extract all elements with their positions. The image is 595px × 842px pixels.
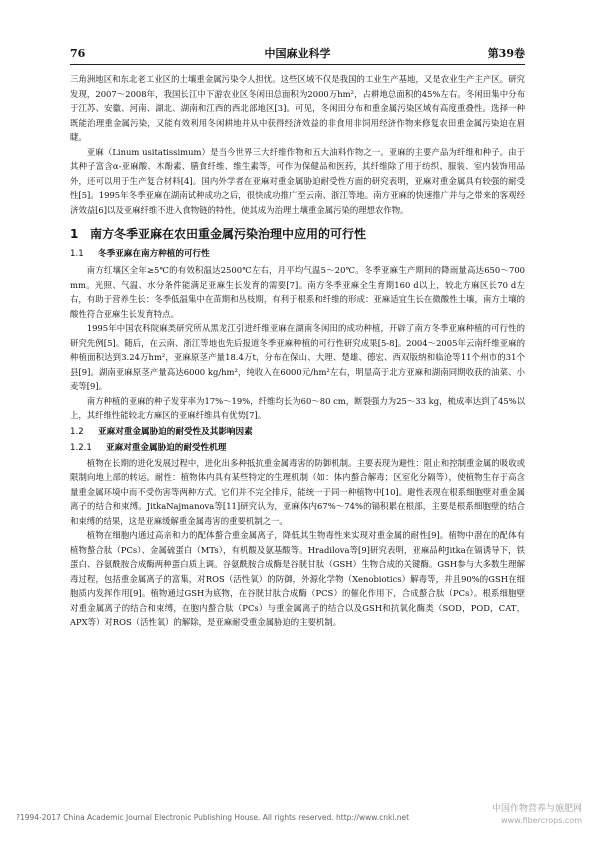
page-number: 76: [70, 47, 86, 60]
paragraph-chelation: 植物在细胞内通过高亲和力的配体螯合重金属离子，降低其生物毒性来实现对重金属的耐性[9]。植物中潜在的配体有植物螯合肽（PCs）、金属硫蛋白（MTs），有机酸及氨基酸等。Hradilova等[9]研究表明，亚麻品种Jitka在镉诱导下，铁蛋白、谷氨酰胺合成酶两种蛋白质上调。谷氨酰胺合成酶是谷胱甘肽（GSH）生物合成的关键酶。GSH参与大多数生理解毒过程，包括重金属离子的富集，对ROS（活性氧）的防御，外源化学物（Xenobiotics）解毒等，并且90%的GSH在细胞质内发挥作用[9]。植物通过GSH为底物，在谷胱甘肽合成酶（PCS）的催化作用下，合成螯合肽（PCs）。根系细胞壁对重金属离子的结合和束缚，在胞内螯合肽（PCs）与重金属离子的结合以及GSH和抗氧化酶类（SOD，POD，CAT，APX等）对ROS（活性氧）的解除，是亚麻耐受重金属胁迫的主要机制。: [70, 530, 525, 627]
section-number: 1.2.1: [70, 442, 92, 453]
journal-title: 中国麻业科学: [264, 47, 331, 60]
paragraph-climate: 南方红壤区全年≥5℃的有效积温达2500℃左右，月平均气温5～20℃。冬季亚麻生产期间的降雨量高达650～700 mm。光照、气温、水分条件能满足亚麻生长发育的需要[7]。南方冬季亚麻全生育期160 d以上，较北方麻区长70 d左右，有助于营养生长：冬季低温集中在苗期和丛枝期，有利于根系和纤维的形成：亚麻适宜生长在微酸性土壤，南方土壤的酸性符合亚麻生长发育特点。: [70, 265, 525, 319]
section-title: 南方冬季亚麻在农田重金属污染治理中应用的可行性: [90, 227, 367, 241]
section-heading-1-2: [70, 425, 525, 440]
section-title: 亚麻对重金属胁迫的耐受性机理: [106, 442, 227, 453]
section-number: 1: [70, 227, 79, 241]
section-number: 1.2: [70, 426, 84, 437]
section-heading-1: [70, 223, 525, 245]
volume-label: 第39卷: [487, 47, 525, 60]
section-number: 1.1: [70, 249, 84, 259]
watermark-url: www.fibercrops.com: [501, 816, 582, 825]
watermark-text: 中国作物营养与施肥网: [491, 804, 582, 814]
header-rule: [70, 64, 525, 65]
section-heading-1-2-1: [70, 441, 525, 456]
page-footer: [16, 804, 582, 828]
section-title: 亚麻对重金属胁迫的耐受性及其影响因素: [98, 426, 253, 437]
section-heading-1-1: [70, 247, 525, 262]
paragraph-fiber-quality: 南方种植的亚麻的种子发芽率为17%～19%，纤维均长为60～80 cm，断裂强力为25～33 kg，梳成率达到了45%以上，其纤维性能较北方麻区的亚麻纤维具有优势[7]。: [70, 395, 525, 420]
paragraph-mechanism: 植物在长期的进化发展过程中，进化出多种抵抗重金属毒害的防御机制。主要表现为避性：阻止和控制重金属的吸收或限制向地上部的转运。耐性：植物体内具有某些特定的生理机制（如：体内螯合解毒；区室化分隔等），使植物生存于高含量重金属环境中而不受伤害等两种方式。它们并不完全排斥，能统一于同一种植物中[10]。避性表现在根系细胞壁对重金属离子的结合和束缚。JitkaNajmanova等[11]研究认为，亚麻体内67%～74%的镉积累在根部，主要是根系细胞壁的结合和束缚的结果，这是亚麻缓解重金属毒害的重要机制之一。: [70, 457, 525, 526]
copyright-line: ?1994-2017 China Academic Journal Electronic Publishing House. All rights reserved. http://www.cnki.net: [16, 813, 410, 822]
article-body: [70, 72, 525, 630]
running-header: [70, 46, 525, 62]
paragraph-history: 1995年中国农科院麻类研究所从黑龙江引进纤维亚麻在湖南冬闲田的成功种植，开辟了南方冬季亚麻种植的可行性的研究先例[5]。随后，在云南、浙江等地也先后报道冬季亚麻种植的可行性研究成果[5-8]。2004～2005年云南纤维亚麻的种植面积达到3.24万hm²，亚麻原茎产量18.4万t，分布在保山、大理、楚雄、德宏、西双版纳和临沧等11个州市的31个县[9]。湖南亚麻原茎产量高达6000 kg/hm²，纯收入在6000元/hm²左右，明显高于北方亚麻和湖南同期收获的油菜、小麦等[9]。: [70, 323, 525, 391]
paragraph-flax-intro: 亚麻（Linum usitatissimum）是当今世界三大纤维作物和五大油料作物之一。亚麻的主要产品为纤维和种子。由于其种子富含α-亚麻酸、木酚素、膳食纤维、维生素等，可作为保健品和医药，其纤维除了用于纺织、服装、室内装饰用品外，还可以用于生产复合材料[4]。国内外学者在亚麻对重金属胁迫耐受性方面的研究表明，亚麻对重金属具有较强的耐受性[5]。1995年冬季亚麻在湖南试种成功之后，很快成功推广至云南、浙江等地。南方亚麻的快速推广并与之带来的客观经济效益[6]以及亚麻纤维不进入食物链的特性，使其成为治理土壤重金属污染的理想农作物。: [70, 146, 525, 215]
paragraph-continued: 三角洲地区和东北老工业区的土壤重金属污染令人担忧。这些区域不仅是我国的工业生产基地，又是农业生产主产区。研究发现，2007～2008年，我国长江中下游农业区冬闲田总面积为2000万hm²，占耕地总面积的45%左右。冬闲田集中分布于江苏、安徽、河南、湖北、湖南和江西的西北部地区[3]。可见，冬闲田分布和重金属污染区域有高度重叠性。选择一种既能治理重金属污染，又能有效利用冬闲耕地并从中获得经济效益的非食用非饲用经济作物来修复农田重金属污染迫在眉睫。: [70, 74, 525, 142]
section-title: 冬季亚麻在南方种植的可行性: [98, 249, 210, 259]
